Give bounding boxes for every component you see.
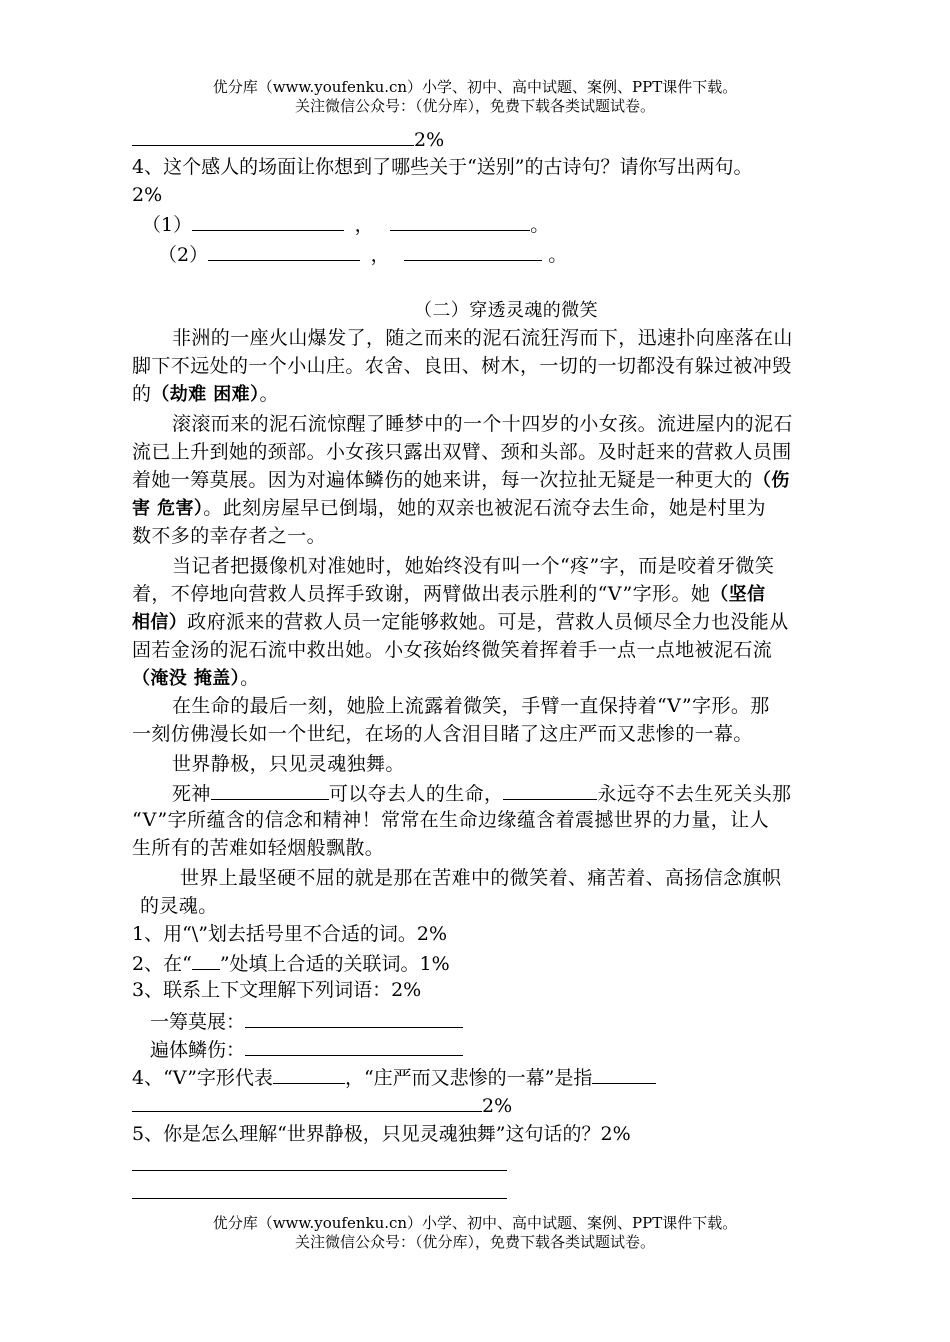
- passage-line: 固若金汤的泥石流中救出她。小女孩始终微笑着挥着手一点一点地被泥石流: [132, 639, 773, 661]
- q4-points: 2%: [132, 184, 163, 206]
- passage-line: 生所有的苦难如轻烟般飘散。: [132, 837, 385, 859]
- row-number: （1）: [142, 214, 193, 236]
- passage-line: [132, 467, 790, 494]
- passage-line: 在生命的最后一刻，她脸上流露着微笑，手臂一直保持着“V”字形。那: [172, 695, 770, 717]
- poem-blank-row-1: [142, 210, 549, 239]
- passage-line: 世界静极，只见灵魂独舞。: [172, 753, 405, 775]
- text: 。此刻房屋早已倒塌，她的双亲也被泥石流夺去生命，她是村里为: [203, 497, 766, 519]
- question-5: 5、你是怎么理解“世界静极，只见灵魂独舞”这句话的？2%: [132, 1123, 631, 1145]
- text: 。: [240, 667, 260, 689]
- points: 2%: [482, 1095, 513, 1117]
- passage-line: [172, 779, 791, 808]
- passage-line: 脚下不远处的一个小山庄。农舍、良田、树木，一切的一切都没有躲过被冲毁: [132, 355, 792, 377]
- answer-blank[interactable]: [132, 125, 414, 146]
- passage-line: “V”字所蕴含的信念和精神！常常在生命边缘蕴含着震撼世界的力量，让人: [132, 809, 769, 831]
- footer-line-2: 关注微信公众号：（优分库），免费下载各类试题试卷。: [294, 1233, 655, 1251]
- row-number: （2）: [158, 244, 209, 266]
- passage-line: 当记者把摄像机对准她时，她始终没有叫一个“疼”字，而是咬着牙微笑: [172, 555, 775, 577]
- term-label: 一筹莫展：: [150, 1011, 246, 1033]
- conjunction-blank-2[interactable]: [503, 779, 597, 800]
- text: 的: [132, 383, 152, 405]
- passage-title: （二）穿透灵魂的微笑: [414, 300, 598, 321]
- passage-line: 数不多的幸存者之一。: [132, 525, 327, 547]
- passage-line: [132, 581, 765, 608]
- page-footer: [0, 1214, 950, 1252]
- text: 死神: [172, 783, 211, 805]
- term-row-1: [150, 1007, 463, 1036]
- question-1: 1、用“\”划去括号里不合适的词。2%: [132, 923, 448, 945]
- text: 可以夺去人的生命，: [328, 783, 504, 805]
- passage-line: 流已上升到她的颈部。小女孩只露出双臂、颈和头部。及时赶来的营救人员围: [132, 441, 792, 463]
- answer-line[interactable]: [132, 1170, 507, 1171]
- comma: ，: [354, 214, 374, 236]
- answer-blank[interactable]: [192, 210, 344, 231]
- question-4-continued: [132, 1091, 512, 1120]
- passage-line: 一刻仿佛漫长如一个世纪，在场的人含泪目睹了这庄严而又悲惨的一幕。: [132, 723, 753, 745]
- footer-line-1: 优分库（www.youfenku.cn）小学、初中、高中试题、案例、PPT课件下载。: [212, 1214, 738, 1232]
- question-3: 3、联系上下文理解下列词语：2%: [132, 979, 422, 1001]
- passage-line: 滚滚而来的泥石流惊醒了睡梦中的一个十四岁的小女孩。流进屋内的泥石: [172, 413, 793, 435]
- text: 着，不停地向营救人员挥手致谢，两臂做出表示胜利的“V”字形。她: [132, 583, 711, 605]
- answer-blank[interactable]: [390, 210, 530, 231]
- passage-line: [132, 495, 766, 522]
- text: ”处填上合适的关联词。1%: [219, 953, 450, 975]
- conjunction-blank-1[interactable]: [211, 779, 329, 800]
- q3-answer-line: [132, 125, 444, 154]
- passage-line: [132, 381, 279, 408]
- answer-blank[interactable]: [208, 240, 360, 261]
- passage-line: 的灵魂。: [140, 895, 218, 917]
- answer-blank[interactable]: [245, 1035, 463, 1056]
- word-choice[interactable]: （伤: [752, 470, 790, 491]
- term-row-2: [150, 1035, 463, 1064]
- question-2: [132, 949, 450, 978]
- text: 政府派来的营救人员一定能够救她。可是，营救人员倾尽全力也没能从: [187, 611, 789, 633]
- answer-blank[interactable]: [273, 1063, 345, 1084]
- text: 4、“V”字形代表: [132, 1067, 273, 1089]
- word-choice[interactable]: （坚信: [710, 584, 766, 605]
- text: 2、在“: [132, 953, 192, 975]
- question-4: [132, 1063, 656, 1092]
- word-choice[interactable]: （淹没 掩盖）: [132, 668, 241, 689]
- text: 着她一筹莫展。因为对遍体鳞伤的她来讲，每一次拉扯无疑是一种更大的: [132, 469, 753, 491]
- answer-blank[interactable]: [404, 240, 542, 261]
- period: 。: [548, 244, 568, 266]
- passage-line: [132, 609, 789, 636]
- page-header: [0, 78, 950, 116]
- comma: ，: [370, 244, 390, 266]
- passage-line: [132, 665, 259, 692]
- text: 。: [259, 383, 279, 405]
- answer-blank[interactable]: [592, 1063, 656, 1084]
- header-line-2: 关注微信公众号：（优分库），免费下载各类试题试卷。: [294, 97, 655, 115]
- q3-points: 2%: [414, 129, 445, 151]
- word-choice[interactable]: 害 危害）: [132, 498, 204, 519]
- blank-sample: [192, 949, 220, 970]
- word-choice[interactable]: （劫难 困难）: [151, 384, 260, 405]
- text: 永远夺不去生死关头那: [597, 783, 792, 805]
- passage-line: 非洲的一座火山爆发了，随之而来的泥石流狂泻而下，迅速扑向座落在山: [172, 327, 793, 349]
- q4-question: 4、这个感人的场面让你想到了哪些关于“送别”的古诗句？请你写出两句。: [132, 156, 753, 178]
- period: 。: [530, 214, 550, 236]
- term-label: 遍体鳞伤：: [150, 1039, 246, 1061]
- answer-blank[interactable]: [245, 1007, 463, 1028]
- header-line-1: 优分库（www.youfenku.cn）小学、初中、高中试题、案例、PPT课件下载。: [212, 78, 738, 96]
- word-choice[interactable]: 相信）: [132, 612, 188, 633]
- text: ，“庄严而又悲惨的一幕”是指: [344, 1067, 593, 1089]
- answer-blank[interactable]: [132, 1091, 482, 1112]
- poem-blank-row-2: [158, 240, 567, 269]
- passage-line: 世界上最坚硬不屈的就是那在苦难中的微笑着、痛苦着、高扬信念旗帜: [180, 867, 782, 889]
- answer-line[interactable]: [132, 1198, 507, 1199]
